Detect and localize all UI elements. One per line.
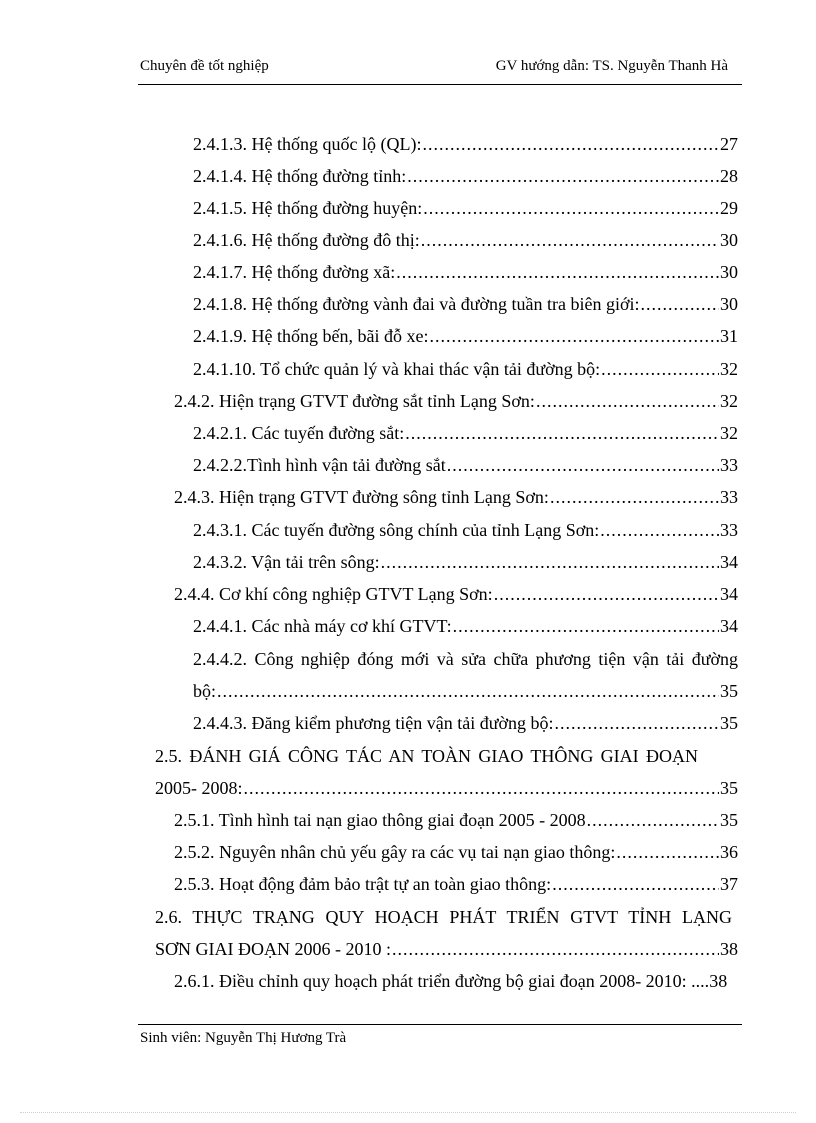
toc-entry-page: 32	[720, 359, 738, 379]
toc-entry[interactable]	[174, 873, 738, 895]
toc-leader	[641, 293, 720, 315]
toc-entry-label: 2.4.2.2.Tình hình vận tải đường sắt	[193, 455, 446, 475]
toc-leader	[423, 197, 719, 219]
toc-entry-label: 2.4.3.1. Các tuyến đường sông chính của tỉnh Lạng Sơn:	[193, 520, 600, 540]
toc-entry-page: 34	[720, 616, 738, 636]
toc-entry-label: 2.5.2. Nguyên nhân chủ yếu gây ra các vụ tai nạn giao thông:	[174, 842, 616, 862]
toc-entry-page: 31	[720, 326, 738, 346]
toc-leader	[616, 841, 719, 863]
toc-leader	[447, 454, 719, 476]
toc-entry-page: 30	[720, 262, 738, 282]
toc-leader	[453, 615, 719, 637]
toc-entry[interactable]	[155, 777, 738, 799]
toc-entry[interactable]	[174, 841, 738, 863]
toc-entry-page: 35	[720, 810, 738, 830]
toc-entry-label: 2.5.1. Tình hình tai nạn giao thông giai đoạn 2005 - 2008	[174, 810, 586, 830]
toc-entry[interactable]	[193, 680, 738, 702]
toc-entry-label: 2.4.3.2. Vận tải trên sông:	[193, 552, 380, 572]
toc-entry-label: 2005- 2008:	[155, 778, 243, 798]
toc-leader	[244, 777, 720, 799]
toc-entry[interactable]	[193, 229, 738, 251]
toc-entry-page: 32	[720, 423, 738, 443]
toc-entry-page: 34	[720, 584, 738, 604]
toc-entry-page: 34	[720, 552, 738, 572]
toc-leader	[422, 133, 719, 155]
footer-rule	[138, 1024, 742, 1025]
toc-leader	[555, 712, 719, 734]
toc-entry-label: 2.6.1. Điều chỉnh quy hoạch phát triển đường bộ giai đoạn 2008- 2010: ....	[174, 971, 710, 991]
toc-entry-page: 35	[720, 713, 738, 733]
toc-entry[interactable]	[193, 519, 738, 541]
toc-entry-page: 38	[720, 939, 738, 959]
toc-leader	[429, 325, 719, 347]
toc-entry-label: 2.4.1.7. Hệ thống đường xã:	[193, 262, 396, 282]
toc-entry-first-line[interactable]: 2.5. ĐÁNH GIÁ CÔNG TÁC AN TOÀN GIAO THÔNG GIAI ĐOẠN	[155, 746, 698, 766]
page-break-marker	[20, 1112, 796, 1113]
toc-entry-page: 35	[720, 681, 738, 701]
page-header	[138, 56, 742, 85]
toc-entry[interactable]	[174, 583, 738, 605]
toc-entry[interactable]	[193, 551, 738, 573]
toc-entry[interactable]	[193, 293, 738, 315]
toc-leader	[407, 165, 719, 187]
toc-entry-label: 2.4.4. Cơ khí công nghiệp GTVT Lạng Sơn:	[174, 584, 493, 604]
toc-entry-page: 30	[720, 230, 738, 250]
toc-entry-page: 33	[720, 520, 738, 540]
toc-entry-label: 2.5.3. Hoạt động đảm bảo trật tự an toàn giao thông:	[174, 874, 552, 894]
toc-entry[interactable]	[193, 358, 738, 380]
toc-entry[interactable]	[174, 390, 738, 412]
toc-entry-page: 35	[720, 778, 738, 798]
toc-entry-page: 32	[720, 391, 738, 411]
toc-entry-label: 2.4.1.5. Hệ thống đường huyện:	[193, 198, 423, 218]
header-right: GV hướng dẫn: TS. Nguyễn Thanh Hà	[495, 58, 728, 74]
toc-entry-label: 2.4.4.3. Đăng kiểm phương tiện vận tải đường bộ:	[193, 713, 554, 733]
toc-entry-first-line[interactable]: 2.6. THỰC TRẠNG QUY HOẠCH PHÁT TRIỂN GTVT TỈNH LẠNG	[155, 907, 732, 927]
toc-entry[interactable]	[193, 165, 738, 187]
toc-entry-page: 38	[709, 971, 728, 991]
toc-leader	[421, 229, 719, 251]
toc-entry-label: bộ:	[193, 681, 217, 701]
toc-leader	[405, 422, 719, 444]
toc-entry[interactable]	[193, 454, 738, 476]
toc-leader	[494, 583, 719, 605]
toc-entry-label: SƠN GIAI ĐOẠN 2006 - 2010 :	[155, 939, 391, 959]
toc-entry[interactable]	[193, 261, 738, 283]
toc-leader	[550, 486, 719, 508]
toc-entry-page: 33	[720, 455, 738, 475]
page-footer: Sinh viên: Nguyễn Thị Hương Trà	[140, 1030, 347, 1046]
toc-entry-label: 2.4.2.1. Các tuyến đường sắt:	[193, 423, 405, 443]
toc-entry-label: 2.4.4.1. Các nhà máy cơ khí GTVT:	[193, 616, 452, 636]
toc-leader	[587, 809, 719, 831]
toc-entry[interactable]	[193, 615, 738, 637]
toc-leader	[536, 390, 719, 412]
toc-entry-first-line[interactable]: 2.4.4.2. Công nghiệp đóng mới và sửa chữa phương tiện vận tải đường	[193, 649, 738, 669]
toc-leader	[396, 261, 719, 283]
toc-entry[interactable]	[155, 938, 738, 960]
toc-leader	[600, 519, 719, 541]
toc-entry-page: 33	[720, 487, 738, 507]
toc-entry[interactable]	[193, 422, 738, 444]
toc-entry[interactable]	[193, 197, 738, 219]
toc-entry[interactable]	[193, 325, 738, 347]
toc-entry-label: 2.4.1.8. Hệ thống đường vành đai và đường tuần tra biên giới:	[193, 294, 640, 314]
toc-entry[interactable]	[193, 133, 738, 155]
toc-entry-page: 27	[720, 134, 738, 154]
toc-entry-page: 30	[720, 294, 738, 314]
toc-entry-label: 2.4.1.6. Hệ thống đường đô thị:	[193, 230, 420, 250]
toc-entry-label: 2.4.1.3. Hệ thống quốc lộ (QL):	[193, 134, 422, 154]
toc-entry-label: 2.4.3. Hiện trạng GTVT đường sông tỉnh Lạng Sơn:	[174, 487, 549, 507]
toc-leader	[601, 358, 719, 380]
header-left: Chuyên đề tốt nghiệp	[140, 58, 269, 74]
toc-entry-label: 2.4.1.4. Hệ thống đường tỉnh:	[193, 166, 407, 186]
toc-leader	[217, 680, 719, 702]
toc-entry[interactable]	[174, 809, 738, 831]
toc-entry-label: 2.4.1.10. Tổ chức quản lý và khai thác vận tải đường bộ:	[193, 359, 601, 379]
toc-leader	[392, 938, 719, 960]
toc-entry[interactable]	[174, 970, 738, 992]
toc-entry-page: 36	[720, 842, 738, 862]
toc-leader	[381, 551, 719, 573]
toc-leader	[552, 873, 719, 895]
toc-entry-page: 28	[720, 166, 738, 186]
toc-entry[interactable]	[174, 486, 738, 508]
toc-entry-page: 29	[720, 198, 738, 218]
toc-entry-label: 2.4.1.9. Hệ thống bến, bãi đỗ xe:	[193, 326, 429, 346]
toc-entry-label: 2.4.2. Hiện trạng GTVT đường sắt tỉnh Lạng Sơn:	[174, 391, 535, 411]
toc-entry-page: 37	[720, 874, 738, 894]
toc-entry[interactable]	[193, 712, 738, 734]
